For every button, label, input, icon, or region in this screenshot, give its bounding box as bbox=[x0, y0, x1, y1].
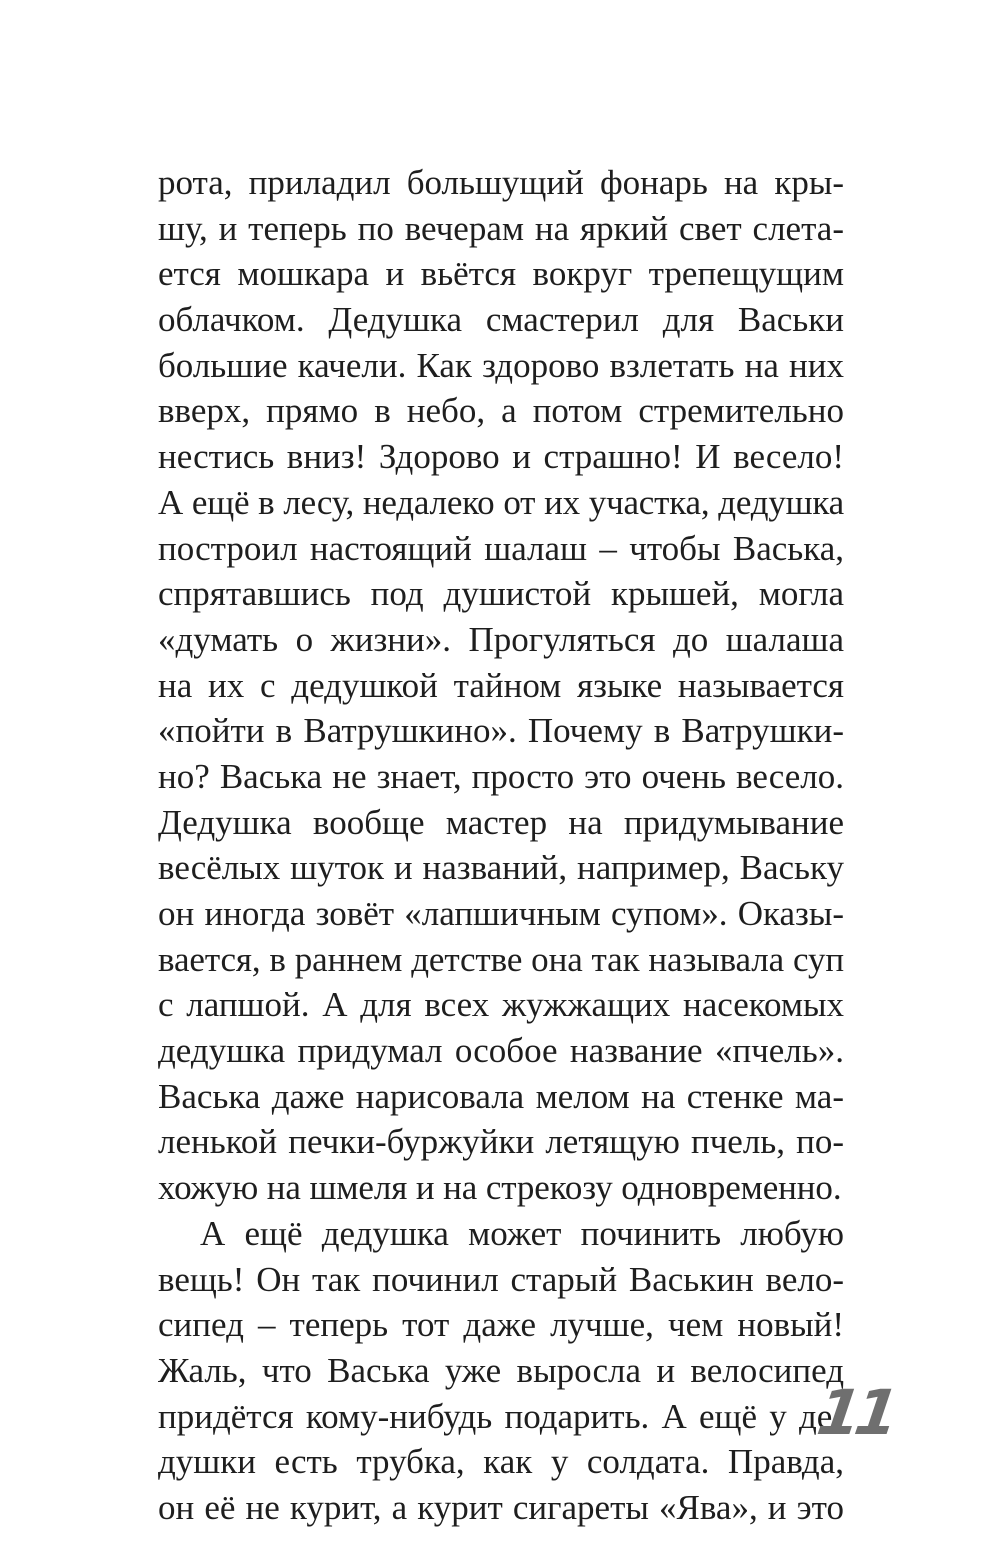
text-line: облачком. Дедушка смастерил для Васьки bbox=[158, 300, 844, 340]
paragraph-first-line: А ещё дедушка может починить любую bbox=[200, 1213, 844, 1253]
text-line: придётся кому-нибудь подарить. А ещё у де- bbox=[158, 1396, 844, 1436]
text-line: дедушка придумал особое название «пчель». bbox=[158, 1031, 844, 1071]
text-line: «пойти в Ватрушкино». Почему в Ватрушки- bbox=[158, 711, 844, 751]
page-number: 11 bbox=[812, 1376, 898, 1449]
text-line: Дедушка вообще мастер на придумывание bbox=[158, 802, 844, 842]
text-line: нестись вниз! Здорово и страшно! И весело! bbox=[158, 437, 844, 477]
body-text bbox=[158, 160, 844, 1531]
text-line: А ещё в лесу, недалеко от их участка, дедушка bbox=[158, 482, 844, 522]
text-line: спрятавшись под душистой крышей, могла bbox=[158, 574, 844, 614]
text-line: он её не курит, а курит сигареты «Ява», и это bbox=[158, 1487, 844, 1527]
text-line: ется мошкара и вьётся вокруг трепещущим bbox=[158, 254, 844, 294]
text-line: большие качели. Как здорово взлетать на них bbox=[158, 345, 844, 385]
text-line: Жаль, что Васька уже выросла и велосипед bbox=[158, 1350, 844, 1390]
text-line: он иногда зовёт «лапшичным супом». Оказы- bbox=[158, 894, 844, 933]
text-line: вается, в раннем детстве она так называла суп bbox=[158, 939, 844, 979]
text-line: с лапшой. А для всех жужжащих насекомых bbox=[158, 985, 844, 1025]
paragraph-last-line: хожую на шмеля и на стрекозу одновременно. bbox=[158, 1168, 842, 1208]
text-line: весёлых шуток и названий, например, Ваську bbox=[158, 848, 844, 888]
text-line: вверх, прямо в небо, а потом стремительно bbox=[158, 391, 844, 431]
text-line: душки есть трубка, как у солдата. Правда, bbox=[158, 1442, 844, 1482]
text-line: рота, приладил большущий фонарь на кры- bbox=[158, 163, 844, 202]
text-line: Васька даже нарисовала мелом на стенке ма- bbox=[158, 1076, 844, 1116]
text-line: ленькой печки-буржуйки летящую пчель, по- bbox=[158, 1122, 844, 1162]
text-line: сипед – теперь тот даже лучше, чем новый! bbox=[158, 1305, 844, 1345]
text-line: вещь! Он так починил старый Васькин вело- bbox=[158, 1259, 844, 1299]
text-line: но? Васька не знает, просто это очень весело. bbox=[158, 756, 844, 796]
text-line: построил настоящий шалаш – чтобы Васька, bbox=[158, 528, 844, 568]
text-line: шу, и теперь по вечерам на яркий свет слета- bbox=[158, 208, 844, 248]
text-line: на их с дедушкой тайном языке называется bbox=[158, 665, 844, 705]
text-line: «думать о жизни». Прогуляться до шалаша bbox=[158, 619, 844, 659]
